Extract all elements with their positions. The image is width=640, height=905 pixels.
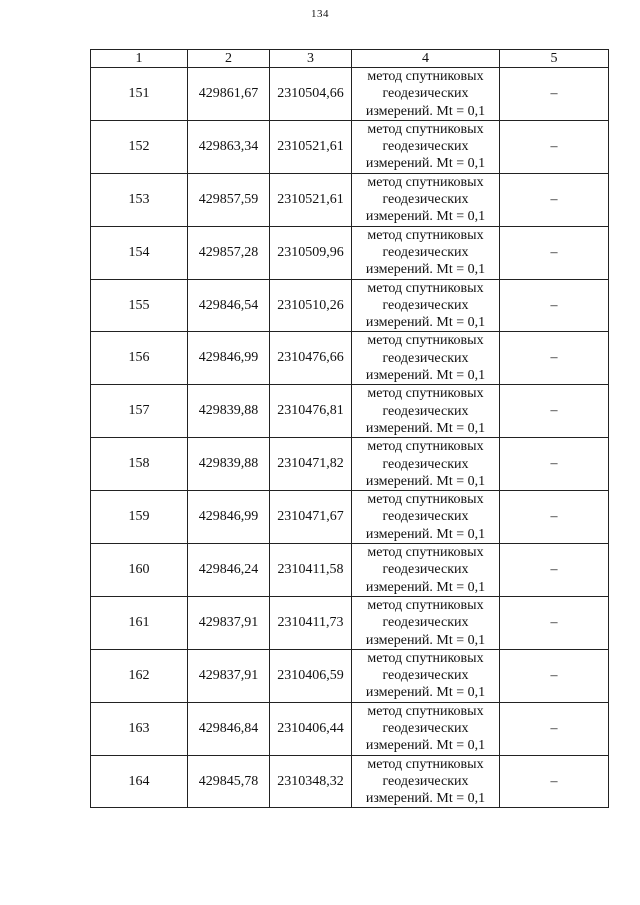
point-number-cell: 151 (91, 68, 188, 121)
point-number-cell: 161 (91, 596, 188, 649)
method-line-3: измерений. Mt = 0,1 (365, 791, 486, 807)
method-line-1: метод спутниковых (367, 121, 484, 137)
column-5-cell: – (500, 120, 609, 173)
y-coordinate-cell: 2310406,59 (270, 649, 352, 702)
method-line-1: метод спутниковых (367, 333, 484, 349)
column-5-cell: – (500, 68, 609, 121)
method-cell (352, 173, 500, 226)
table-row (91, 438, 609, 491)
method-line-3: измерений. Mt = 0,1 (365, 209, 486, 225)
column-5-cell: – (500, 649, 609, 702)
column-5-cell: – (500, 332, 609, 385)
y-coordinate-cell: 2310471,82 (270, 438, 352, 491)
column-5-cell: – (500, 702, 609, 755)
coordinates-table (90, 49, 609, 808)
x-coordinate-cell: 429839,88 (188, 438, 270, 491)
method-line-2: геодезических (382, 139, 469, 155)
point-number-cell: 164 (91, 755, 188, 808)
method-line-2: геодезических (382, 720, 469, 736)
method-line-2: геодезических (382, 562, 469, 578)
table-row (91, 544, 609, 597)
method-line-3: измерений. Mt = 0,1 (365, 368, 486, 384)
column-5-cell: – (500, 596, 609, 649)
method-line-2: геодезических (382, 509, 469, 525)
column-5-cell: – (500, 279, 609, 332)
table-row (91, 755, 609, 808)
method-line-2: геодезических (382, 192, 469, 208)
x-coordinate-cell: 429857,28 (188, 226, 270, 279)
method-line-2: геодезических (382, 456, 469, 472)
column-header-5: 5 (500, 50, 609, 68)
method-line-3: измерений. Mt = 0,1 (365, 420, 486, 436)
column-header-1: 1 (91, 50, 188, 68)
method-line-3: измерений. Mt = 0,1 (365, 685, 486, 701)
column-5-cell: – (500, 173, 609, 226)
point-number-cell: 163 (91, 702, 188, 755)
method-cell (352, 385, 500, 438)
column-5-cell: – (500, 491, 609, 544)
point-number-cell: 152 (91, 120, 188, 173)
table-row (91, 68, 609, 121)
table-row (91, 173, 609, 226)
method-line-1: метод спутниковых (367, 597, 484, 613)
method-line-3: измерений. Mt = 0,1 (365, 315, 486, 331)
method-cell (352, 755, 500, 808)
method-cell (352, 649, 500, 702)
x-coordinate-cell: 429839,88 (188, 385, 270, 438)
x-coordinate-cell: 429845,78 (188, 755, 270, 808)
point-number-cell: 158 (91, 438, 188, 491)
method-line-2: геодезических (382, 403, 469, 419)
column-header-2: 2 (188, 50, 270, 68)
column-5-cell: – (500, 755, 609, 808)
y-coordinate-cell: 2310504,66 (270, 68, 352, 121)
method-line-3: измерений. Mt = 0,1 (365, 103, 486, 119)
method-line-1: метод спутниковых (367, 280, 484, 296)
point-number-cell: 159 (91, 491, 188, 544)
point-number-cell: 160 (91, 544, 188, 597)
method-line-1: метод спутниковых (367, 703, 484, 719)
y-coordinate-cell: 2310476,81 (270, 385, 352, 438)
method-line-1: метод спутниковых (367, 492, 484, 508)
y-coordinate-cell: 2310510,26 (270, 279, 352, 332)
y-coordinate-cell: 2310476,66 (270, 332, 352, 385)
method-line-2: геодезических (382, 244, 469, 260)
point-number-cell: 156 (91, 332, 188, 385)
method-line-1: метод спутниковых (367, 756, 484, 772)
x-coordinate-cell: 429846,24 (188, 544, 270, 597)
method-cell (352, 491, 500, 544)
method-line-3: измерений. Mt = 0,1 (365, 526, 486, 542)
x-coordinate-cell: 429863,34 (188, 120, 270, 173)
method-line-1: метод спутниковых (367, 174, 484, 190)
page-number: 134 (311, 8, 329, 20)
method-line-1: метод спутниковых (367, 439, 484, 455)
x-coordinate-cell: 429846,99 (188, 332, 270, 385)
method-line-3: измерений. Mt = 0,1 (365, 738, 486, 754)
method-line-1: метод спутниковых (367, 386, 484, 402)
method-cell (352, 702, 500, 755)
x-coordinate-cell: 429846,84 (188, 702, 270, 755)
x-coordinate-cell: 429861,67 (188, 68, 270, 121)
table-row (91, 385, 609, 438)
method-cell (352, 279, 500, 332)
method-cell (352, 120, 500, 173)
method-line-1: метод спутниковых (367, 650, 484, 666)
point-number-cell: 154 (91, 226, 188, 279)
table-row (91, 596, 609, 649)
method-line-3: измерений. Mt = 0,1 (365, 632, 486, 648)
x-coordinate-cell: 429837,91 (188, 596, 270, 649)
y-coordinate-cell: 2310509,96 (270, 226, 352, 279)
method-cell (352, 68, 500, 121)
x-coordinate-cell: 429837,91 (188, 649, 270, 702)
method-cell (352, 438, 500, 491)
table-row (91, 491, 609, 544)
column-5-cell: – (500, 438, 609, 491)
y-coordinate-cell: 2310411,58 (270, 544, 352, 597)
table-row (91, 649, 609, 702)
column-5-cell: – (500, 385, 609, 438)
point-number-cell: 155 (91, 279, 188, 332)
y-coordinate-cell: 2310406,44 (270, 702, 352, 755)
table-row (91, 226, 609, 279)
method-line-3: измерений. Mt = 0,1 (365, 156, 486, 172)
point-number-cell: 162 (91, 649, 188, 702)
table-row (91, 702, 609, 755)
column-5-cell: – (500, 544, 609, 597)
table-row (91, 120, 609, 173)
point-number-cell: 153 (91, 173, 188, 226)
method-line-1: метод спутниковых (367, 227, 484, 243)
table-row (91, 332, 609, 385)
y-coordinate-cell: 2310521,61 (270, 120, 352, 173)
method-cell (352, 226, 500, 279)
table-header-row (91, 50, 609, 68)
method-cell (352, 332, 500, 385)
method-line-2: геодезических (382, 615, 469, 631)
table-row (91, 279, 609, 332)
method-line-2: геодезических (382, 668, 469, 684)
method-line-2: геодезических (382, 297, 469, 313)
x-coordinate-cell: 429857,59 (188, 173, 270, 226)
x-coordinate-cell: 429846,54 (188, 279, 270, 332)
method-line-2: геодезических (382, 773, 469, 789)
column-5-cell: – (500, 226, 609, 279)
method-line-3: измерений. Mt = 0,1 (365, 473, 486, 489)
method-line-3: измерений. Mt = 0,1 (365, 579, 486, 595)
y-coordinate-cell: 2310471,67 (270, 491, 352, 544)
y-coordinate-cell: 2310521,61 (270, 173, 352, 226)
method-line-1: метод спутниковых (367, 69, 484, 84)
method-line-3: измерений. Mt = 0,1 (365, 262, 486, 278)
method-line-2: геодезических (382, 350, 469, 366)
column-header-3: 3 (270, 50, 352, 68)
method-cell (352, 544, 500, 597)
method-line-2: геодезических (382, 86, 469, 102)
method-cell (352, 596, 500, 649)
point-number-cell: 157 (91, 385, 188, 438)
column-header-4: 4 (352, 50, 500, 68)
x-coordinate-cell: 429846,99 (188, 491, 270, 544)
y-coordinate-cell: 2310348,32 (270, 755, 352, 808)
y-coordinate-cell: 2310411,73 (270, 596, 352, 649)
method-line-1: метод спутниковых (367, 545, 484, 561)
